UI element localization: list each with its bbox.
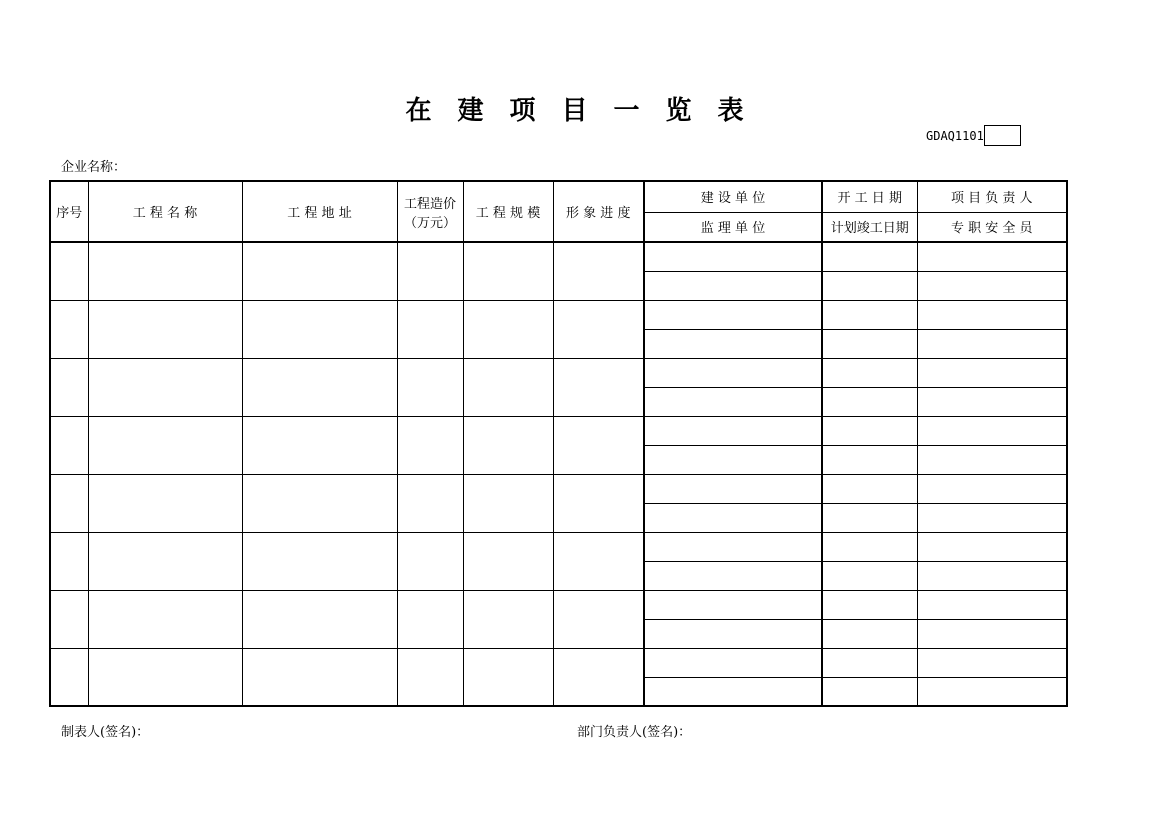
supervision-unit-cell[interactable] — [644, 271, 822, 300]
project-name-cell[interactable] — [88, 474, 242, 532]
safety-officer-cell[interactable] — [917, 561, 1067, 590]
project-address-cell[interactable] — [242, 590, 397, 648]
table-row — [50, 300, 1067, 329]
project-address-cell[interactable] — [242, 648, 397, 706]
progress-cell[interactable] — [553, 474, 644, 532]
scale-cell[interactable] — [463, 590, 553, 648]
project-manager-cell[interactable] — [917, 532, 1067, 561]
header-scale: 工 程 规 模 — [463, 181, 553, 242]
header-start-date: 开 工 日 期 — [822, 181, 917, 212]
cost-cell[interactable] — [397, 590, 463, 648]
seq-cell[interactable] — [50, 590, 88, 648]
project-manager-cell[interactable] — [917, 474, 1067, 503]
project-name-cell[interactable] — [88, 590, 242, 648]
cost-cell[interactable] — [397, 532, 463, 590]
header-cost-line1: 工程造价 — [403, 196, 456, 212]
header-supervision-unit: 监 理 单 位 — [644, 212, 822, 242]
table-row — [50, 532, 1067, 561]
safety-officer-cell[interactable] — [917, 619, 1067, 648]
project-manager-cell[interactable] — [917, 590, 1067, 619]
table-row — [50, 590, 1067, 619]
preparer-signature-label: 制表人(签名)： — [61, 725, 150, 740]
safety-officer-cell[interactable] — [917, 329, 1067, 358]
start-date-cell[interactable] — [822, 358, 917, 387]
header-project-manager: 项 目 负 责 人 — [917, 181, 1067, 212]
progress-cell[interactable] — [553, 532, 644, 590]
project-name-cell[interactable] — [88, 300, 242, 358]
seq-cell[interactable] — [50, 300, 88, 358]
header-safety-officer: 专 职 安 全 员 — [917, 212, 1067, 242]
seq-cell[interactable] — [50, 358, 88, 416]
supervision-unit-cell[interactable] — [644, 329, 822, 358]
project-address-cell[interactable] — [242, 532, 397, 590]
cost-cell[interactable] — [397, 416, 463, 474]
header-cost — [397, 181, 463, 242]
planned-completion-cell[interactable] — [822, 329, 917, 358]
header-project-address: 工 程 地 址 — [242, 181, 397, 242]
header-progress: 形 象 进 度 — [553, 181, 644, 242]
project-name-cell[interactable] — [88, 532, 242, 590]
start-date-cell[interactable] — [822, 300, 917, 329]
safety-officer-cell[interactable] — [917, 387, 1067, 416]
planned-completion-cell[interactable] — [822, 503, 917, 532]
project-manager-cell[interactable] — [917, 242, 1067, 271]
start-date-cell[interactable] — [822, 648, 917, 677]
construction-unit-cell[interactable] — [644, 358, 822, 387]
cost-cell[interactable] — [397, 300, 463, 358]
project-address-cell[interactable] — [242, 300, 397, 358]
progress-cell[interactable] — [553, 648, 644, 706]
progress-cell[interactable] — [553, 242, 644, 300]
scale-cell[interactable] — [463, 532, 553, 590]
company-name-label: 企业名称： — [61, 160, 127, 175]
scale-cell[interactable] — [463, 300, 553, 358]
safety-officer-cell[interactable] — [917, 503, 1067, 532]
start-date-cell[interactable] — [822, 532, 917, 561]
planned-completion-cell[interactable] — [822, 561, 917, 590]
project-address-cell[interactable] — [242, 358, 397, 416]
planned-completion-cell[interactable] — [822, 271, 917, 300]
project-name-cell[interactable] — [88, 358, 242, 416]
header-cost-line2: （万元） — [403, 215, 456, 231]
construction-unit-cell[interactable] — [644, 474, 822, 503]
header-seq: 序号 — [50, 181, 88, 242]
project-manager-cell[interactable] — [917, 416, 1067, 445]
scale-cell[interactable] — [463, 416, 553, 474]
project-name-cell[interactable] — [88, 242, 242, 300]
safety-officer-cell[interactable] — [917, 445, 1067, 474]
construction-unit-cell[interactable] — [644, 242, 822, 271]
project-name-cell[interactable] — [88, 416, 242, 474]
seq-cell[interactable] — [50, 416, 88, 474]
progress-cell[interactable] — [553, 300, 644, 358]
cost-cell[interactable] — [397, 358, 463, 416]
scale-cell[interactable] — [463, 358, 553, 416]
start-date-cell[interactable] — [822, 474, 917, 503]
project-table — [49, 180, 1068, 707]
table-row — [50, 474, 1067, 503]
table-row — [50, 648, 1067, 677]
supervision-unit-cell[interactable] — [644, 445, 822, 474]
form-code-box[interactable] — [984, 125, 1021, 146]
planned-completion-cell[interactable] — [822, 445, 917, 474]
construction-unit-cell[interactable] — [644, 416, 822, 445]
scale-cell[interactable] — [463, 242, 553, 300]
supervision-unit-cell[interactable] — [644, 503, 822, 532]
cost-cell[interactable] — [397, 242, 463, 300]
header-project-name: 工 程 名 称 — [88, 181, 242, 242]
supervision-unit-cell[interactable] — [644, 677, 822, 706]
supervision-unit-cell[interactable] — [644, 619, 822, 648]
seq-cell[interactable] — [50, 648, 88, 706]
cost-cell[interactable] — [397, 648, 463, 706]
project-manager-cell[interactable] — [917, 358, 1067, 387]
planned-completion-cell[interactable] — [822, 677, 917, 706]
header-planned-completion: 计划竣工日期 — [822, 212, 917, 242]
project-address-cell[interactable] — [242, 416, 397, 474]
project-name-cell[interactable] — [88, 648, 242, 706]
supervision-unit-cell[interactable] — [644, 561, 822, 590]
planned-completion-cell[interactable] — [822, 619, 917, 648]
scale-cell[interactable] — [463, 474, 553, 532]
seq-cell[interactable] — [50, 474, 88, 532]
start-date-cell[interactable] — [822, 416, 917, 445]
progress-cell[interactable] — [553, 358, 644, 416]
project-address-cell[interactable] — [242, 474, 397, 532]
cost-cell[interactable] — [397, 474, 463, 532]
table-row — [50, 242, 1067, 271]
scale-cell[interactable] — [463, 648, 553, 706]
planned-completion-cell[interactable] — [822, 387, 917, 416]
table-row — [50, 358, 1067, 387]
form-code: GDAQ1101 — [926, 129, 984, 143]
table-row — [50, 416, 1067, 445]
safety-officer-cell[interactable] — [917, 677, 1067, 706]
safety-officer-cell[interactable] — [917, 271, 1067, 300]
construction-unit-cell[interactable] — [644, 300, 822, 329]
progress-cell[interactable] — [553, 416, 644, 474]
project-address-cell[interactable] — [242, 242, 397, 300]
supervision-unit-cell[interactable] — [644, 387, 822, 416]
construction-unit-cell[interactable] — [644, 532, 822, 561]
seq-cell[interactable] — [50, 532, 88, 590]
header-construction-unit: 建 设 单 位 — [644, 181, 822, 212]
page-title: 在建项目一览表 — [405, 96, 770, 126]
project-manager-cell[interactable] — [917, 648, 1067, 677]
construction-unit-cell[interactable] — [644, 590, 822, 619]
progress-cell[interactable] — [553, 590, 644, 648]
construction-unit-cell[interactable] — [644, 648, 822, 677]
start-date-cell[interactable] — [822, 590, 917, 619]
project-manager-cell[interactable] — [917, 300, 1067, 329]
dept-head-signature-label: 部门负责人(签名)： — [577, 725, 692, 740]
start-date-cell[interactable] — [822, 242, 917, 271]
seq-cell[interactable] — [50, 242, 88, 300]
